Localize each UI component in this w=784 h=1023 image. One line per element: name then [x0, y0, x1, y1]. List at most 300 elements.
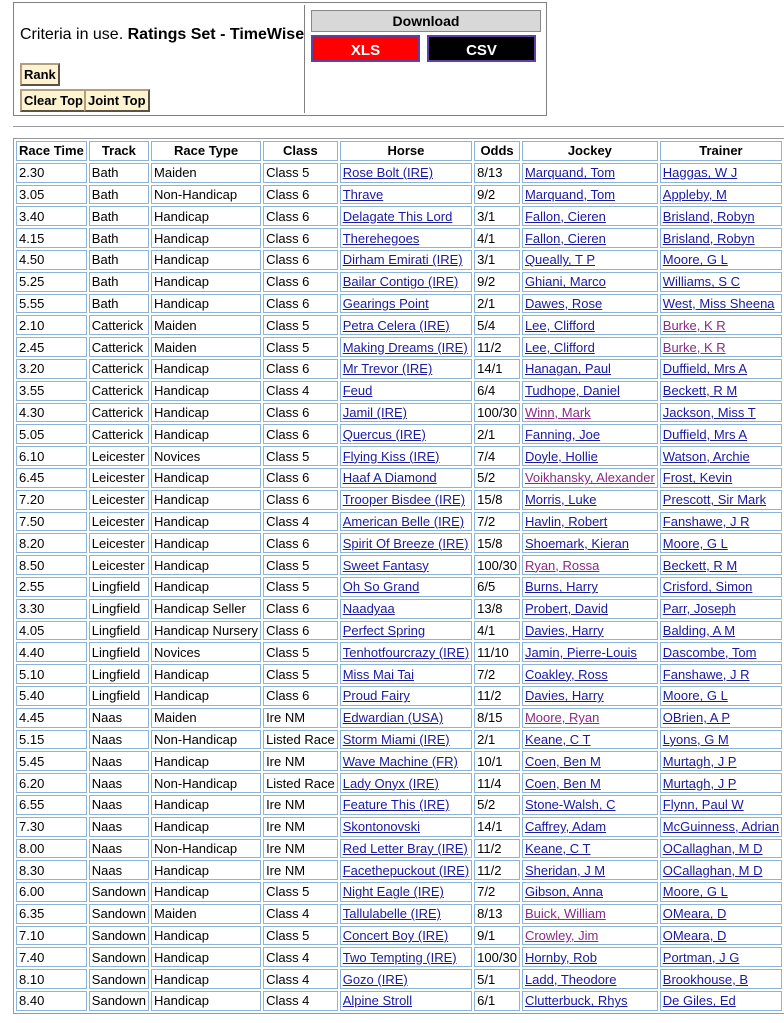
table-cell	[660, 621, 782, 641]
table-cell	[340, 163, 472, 183]
table-cell	[340, 947, 472, 967]
table-cell: 11/2	[474, 839, 520, 859]
jockey-link[interactable]: Ladd, Theodore	[524, 971, 617, 987]
table-cell: Handicap	[151, 882, 261, 902]
table-cell	[340, 969, 472, 989]
table-cell: Handicap	[151, 403, 261, 423]
table-cell: 13/8	[474, 599, 520, 619]
divider	[13, 126, 784, 127]
table-cell	[522, 250, 658, 270]
jockey-link[interactable]: Jamin, Pierre-Louis	[524, 644, 637, 660]
trainer-link[interactable]: Moore, G L	[662, 535, 728, 551]
table-cell	[340, 991, 472, 1011]
table-cell	[340, 359, 472, 379]
table-cell	[522, 991, 658, 1011]
table-cell	[340, 751, 472, 771]
trainer-link[interactable]: Prescott, Sir Mark	[662, 492, 767, 508]
trainer-link[interactable]: Dascombe, Tom	[662, 644, 757, 660]
horse-link[interactable]: Petra Celera (IRE)	[342, 317, 450, 333]
trainer-link[interactable]: OCallaghan, M D	[662, 840, 763, 856]
table-cell: Class 6	[263, 599, 338, 619]
trainer-link[interactable]: Beckett, R M	[662, 383, 738, 399]
horse-link[interactable]: Concert Boy (IRE)	[342, 928, 449, 944]
table-cell: Handicap	[151, 926, 261, 946]
trainer-link[interactable]: Lyons, G M	[662, 731, 729, 747]
table-cell	[522, 795, 658, 815]
table-cell: Sandown	[89, 947, 149, 967]
table-cell: Maiden	[151, 163, 261, 183]
table-cell: Handicap	[151, 228, 261, 248]
horse-link[interactable]: Tallulabelle (IRE)	[342, 906, 441, 922]
trainer-link[interactable]: OCallaghan, M D	[662, 862, 763, 878]
jockey-link[interactable]: Doyle, Hollie	[524, 448, 598, 464]
table-row	[16, 228, 782, 248]
table-cell: 7.10	[16, 926, 87, 946]
table-cell	[660, 882, 782, 902]
table-cell	[522, 686, 658, 706]
table-cell	[660, 294, 782, 314]
trainer-link[interactable]: Beckett, R M	[662, 557, 738, 573]
table-row	[16, 403, 782, 423]
jockey-link[interactable]: Fallon, Cieren	[524, 230, 606, 246]
horse-link[interactable]: Naadyaa	[342, 601, 395, 617]
trainer-link[interactable]: McGuinness, Adrian	[662, 819, 780, 835]
table-cell: Catterick	[89, 315, 149, 335]
table-cell: Non-Handicap	[151, 773, 261, 793]
trainer-link[interactable]: Moore, G L	[662, 688, 728, 704]
table-cell	[340, 185, 472, 205]
column-header-trainer: Trainer	[660, 141, 782, 161]
table-cell: 15/8	[474, 490, 520, 510]
table-cell: Maiden	[151, 708, 261, 728]
table-cell: Sandown	[89, 969, 149, 989]
table-header-row	[16, 141, 782, 161]
jockey-link[interactable]: Havlin, Robert	[524, 513, 608, 529]
trainer-link[interactable]: Frost, Kevin	[662, 470, 733, 486]
table-cell	[660, 163, 782, 183]
horse-link[interactable]: Spirit Of Breeze (IRE)	[342, 535, 469, 551]
table-row	[16, 795, 782, 815]
trainer-link[interactable]: Williams, S C	[662, 274, 741, 290]
table-cell: Sandown	[89, 904, 149, 924]
jockey-link[interactable]: Moore, Ryan	[524, 710, 600, 726]
table-cell	[340, 577, 472, 597]
table-cell: 7/4	[474, 446, 520, 466]
table-row	[16, 947, 782, 967]
jockey-link[interactable]: Buick, William	[524, 906, 606, 922]
table-cell: Handicap Nursery	[151, 621, 261, 641]
jockey-link[interactable]: Stone-Walsh, C	[524, 797, 616, 813]
horse-link[interactable]: Thrave	[342, 186, 384, 202]
table-cell: 11/2	[474, 686, 520, 706]
table-cell	[660, 555, 782, 575]
race-table	[13, 138, 784, 1014]
table-cell	[660, 904, 782, 924]
table-cell: Ire NM	[263, 839, 338, 859]
trainer-link[interactable]: Brisland, Robyn	[662, 230, 755, 246]
trainer-link[interactable]: Murtagh, J P	[662, 753, 737, 769]
clear-top-button[interactable]: Clear Top	[20, 89, 87, 112]
table-cell	[660, 228, 782, 248]
table-row	[16, 860, 782, 880]
table-cell: Naas	[89, 839, 149, 859]
trainer-link[interactable]: Duffield, Mrs A	[662, 426, 748, 442]
criteria-panel	[13, 2, 547, 116]
table-cell: 7/2	[474, 882, 520, 902]
jockey-link[interactable]: Winn, Mark	[524, 404, 591, 420]
table-cell: 2/1	[474, 424, 520, 444]
table-cell: 3/1	[474, 250, 520, 270]
trainer-link[interactable]: OMeara, D	[662, 928, 727, 944]
table-cell: Ire NM	[263, 860, 338, 880]
horse-link[interactable]: Gearings Point	[342, 295, 429, 311]
rank-button[interactable]: Rank	[20, 63, 60, 86]
table-cell: Handicap	[151, 490, 261, 510]
table-row	[16, 751, 782, 771]
table-cell: Class 6	[263, 206, 338, 226]
trainer-link[interactable]: Portman, J G	[662, 949, 740, 965]
table-cell: Handicap	[151, 512, 261, 532]
table-cell: Handicap	[151, 686, 261, 706]
jockey-link[interactable]: Davies, Harry	[524, 688, 604, 704]
table-cell	[660, 533, 782, 553]
download-section	[309, 5, 543, 61]
table-cell	[340, 773, 472, 793]
horse-link[interactable]: Dirham Emirati (IRE)	[342, 252, 463, 268]
table-cell: 6.20	[16, 773, 87, 793]
table-cell: Handicap	[151, 555, 261, 575]
table-cell: Class 4	[263, 991, 338, 1011]
horse-link[interactable]: Feud	[342, 383, 373, 399]
table-cell: Catterick	[89, 381, 149, 401]
horse-link[interactable]: Proud Fairy	[342, 688, 410, 704]
table-cell: Handicap	[151, 817, 261, 837]
jockey-link[interactable]: Lee, Clifford	[524, 339, 595, 355]
jockey-link[interactable]: Dawes, Rose	[524, 295, 603, 311]
horse-link[interactable]: Tenhotfourcrazy (IRE)	[342, 644, 470, 660]
table-cell: 7.20	[16, 490, 87, 510]
jockey-link[interactable]: Marquand, Tom	[524, 186, 616, 202]
table-cell: 3/1	[474, 206, 520, 226]
horse-link[interactable]: Haaf A Diamond	[342, 470, 437, 486]
trainer-link[interactable]: Duffield, Mrs A	[662, 361, 748, 377]
table-cell: Class 6	[263, 403, 338, 423]
jockey-link[interactable]: Crowley, Jim	[524, 928, 599, 944]
table-cell	[522, 163, 658, 183]
horse-link[interactable]: Facethepuckout (IRE)	[342, 862, 470, 878]
table-cell	[522, 577, 658, 597]
table-cell: 3.05	[16, 185, 87, 205]
jockey-link[interactable]: Ryan, Rossa	[524, 557, 600, 573]
jockey-link[interactable]: Hanagan, Paul	[524, 361, 611, 377]
jockey-link[interactable]: Keane, C T	[524, 840, 591, 856]
jockey-link[interactable]: Fanning, Joe	[524, 426, 601, 442]
table-cell: 8.00	[16, 839, 87, 859]
table-row	[16, 337, 782, 357]
horse-link[interactable]: Two Tempting (IRE)	[342, 949, 457, 965]
jockey-link[interactable]: Fallon, Cieren	[524, 208, 606, 224]
table-cell: Maiden	[151, 904, 261, 924]
table-cell	[340, 730, 472, 750]
jockey-link[interactable]: Marquand, Tom	[524, 165, 616, 181]
horse-link[interactable]: Rose Bolt (IRE)	[342, 165, 434, 181]
trainer-link[interactable]: Moore, G L	[662, 252, 728, 268]
table-cell: Leicester	[89, 512, 149, 532]
table-cell: Catterick	[89, 337, 149, 357]
horse-link[interactable]: Therehegoes	[342, 230, 420, 246]
jockey-link[interactable]: Ghiani, Marco	[524, 274, 606, 290]
trainer-link[interactable]: Brisland, Robyn	[662, 208, 755, 224]
table-cell	[660, 860, 782, 880]
horse-link[interactable]: Miss Mai Tai	[342, 666, 414, 682]
table-row	[16, 250, 782, 270]
table-cell: Class 5	[263, 315, 338, 335]
criteria-text	[20, 26, 304, 44]
table-cell: Bath	[89, 206, 149, 226]
table-cell	[660, 359, 782, 379]
trainer-link[interactable]: Brookhouse, B	[662, 971, 749, 987]
table-cell: Non-Handicap	[151, 185, 261, 205]
table-cell	[522, 817, 658, 837]
column-header-jockey: Jockey	[522, 141, 658, 161]
table-cell: Handicap	[151, 969, 261, 989]
table-cell: 6/1	[474, 991, 520, 1011]
table-row	[16, 206, 782, 226]
table-cell: 5/4	[474, 315, 520, 335]
trainer-link[interactable]: Parr, Joseph	[662, 601, 736, 617]
trainer-link[interactable]: Burke, K R	[662, 317, 726, 333]
table-cell	[340, 533, 472, 553]
table-cell: Ire NM	[263, 708, 338, 728]
trainer-link[interactable]: Watson, Archie	[662, 448, 750, 464]
horse-link[interactable]: Perfect Spring	[342, 622, 426, 638]
table-row	[16, 490, 782, 510]
table-cell	[660, 381, 782, 401]
trainer-link[interactable]: Balding, A M	[662, 622, 736, 638]
trainer-link[interactable]: Moore, G L	[662, 884, 728, 900]
horse-link[interactable]: Mr Trevor (IRE)	[342, 361, 433, 377]
criteria-prefix: Criteria in use.	[20, 26, 124, 43]
table-cell: Maiden	[151, 315, 261, 335]
horse-link[interactable]: Making Dreams (IRE)	[342, 339, 468, 355]
criteria-section	[16, 5, 305, 113]
table-cell: 9/1	[474, 926, 520, 946]
table-cell	[660, 446, 782, 466]
table-cell: Handicap	[151, 381, 261, 401]
horse-link[interactable]: Red Letter Bray (IRE)	[342, 840, 468, 856]
table-cell	[660, 926, 782, 946]
horse-link[interactable]: Lady Onyx (IRE)	[342, 775, 439, 791]
jockey-link[interactable]: Coakley, Ross	[524, 666, 608, 682]
table-cell: 6.10	[16, 446, 87, 466]
xls-download-button[interactable]: XLS	[311, 35, 420, 62]
horse-link[interactable]: Alpine Stroll	[342, 993, 413, 1009]
table-cell: 11/10	[474, 642, 520, 662]
table-cell: 7.40	[16, 947, 87, 967]
jockey-link[interactable]: Clutterbuck, Rhys	[524, 993, 628, 1009]
table-cell: Class 5	[263, 163, 338, 183]
table-cell: 15/8	[474, 533, 520, 553]
column-header-horse: Horse	[340, 141, 472, 161]
table-row	[16, 424, 782, 444]
jockey-link[interactable]: Coen, Ben M	[524, 753, 601, 769]
table-cell	[660, 817, 782, 837]
jockey-link[interactable]: Gibson, Anna	[524, 884, 603, 900]
trainer-link[interactable]: Fanshawe, J R	[662, 513, 750, 529]
table-cell: 3.20	[16, 359, 87, 379]
table-row	[16, 359, 782, 379]
table-cell	[522, 468, 658, 488]
table-cell: Handicap	[151, 577, 261, 597]
table-cell	[340, 490, 472, 510]
joint-top-button[interactable]: Joint Top	[84, 89, 150, 112]
trainer-link[interactable]: Fanshawe, J R	[662, 666, 750, 682]
jockey-link[interactable]: Voikhansky, Alexander	[524, 470, 655, 486]
trainer-link[interactable]: De Giles, Ed	[662, 993, 736, 1009]
table-cell	[522, 403, 658, 423]
trainer-link[interactable]: Flynn, Paul W	[662, 797, 744, 813]
table-cell	[522, 599, 658, 619]
trainer-link[interactable]: Crisford, Simon	[662, 579, 753, 595]
jockey-link[interactable]: Sheridan, J M	[524, 862, 606, 878]
jockey-link[interactable]: Probert, David	[524, 601, 609, 617]
horse-link[interactable]: Trooper Bisdee (IRE)	[342, 492, 466, 508]
table-row	[16, 185, 782, 205]
horse-link[interactable]: Oh So Grand	[342, 579, 420, 595]
table-row	[16, 882, 782, 902]
horse-link[interactable]: Feature This (IRE)	[342, 797, 450, 813]
table-cell	[660, 250, 782, 270]
table-row	[16, 773, 782, 793]
table-cell: 9/2	[474, 272, 520, 292]
table-cell: Class 6	[263, 424, 338, 444]
trainer-link[interactable]: Haggas, W J	[662, 165, 738, 181]
table-cell	[522, 381, 658, 401]
table-cell: 4/1	[474, 228, 520, 248]
table-cell: Class 5	[263, 926, 338, 946]
horse-link[interactable]: Gozo (IRE)	[342, 971, 408, 987]
table-cell	[522, 751, 658, 771]
table-body	[16, 163, 782, 1011]
horse-link[interactable]: Flying Kiss (IRE)	[342, 448, 440, 464]
trainer-link[interactable]: Jackson, Miss T	[662, 404, 756, 420]
horse-link[interactable]: Sweet Fantasy	[342, 557, 429, 573]
table-cell: 5.40	[16, 686, 87, 706]
table-cell: Class 6	[263, 533, 338, 553]
table-cell	[340, 621, 472, 641]
horse-link[interactable]: Storm Miami (IRE)	[342, 731, 450, 747]
table-cell: 4.45	[16, 708, 87, 728]
table-cell: 8/13	[474, 163, 520, 183]
table-row	[16, 163, 782, 183]
table-cell	[340, 468, 472, 488]
column-header-class: Class	[263, 141, 338, 161]
table-cell	[522, 947, 658, 967]
table-cell: 6.55	[16, 795, 87, 815]
table-cell: Catterick	[89, 403, 149, 423]
trainer-link[interactable]: OMeara, D	[662, 906, 727, 922]
table-cell	[340, 795, 472, 815]
table-cell: 100/30	[474, 555, 520, 575]
jockey-link[interactable]: Tudhope, Daniel	[524, 383, 620, 399]
horse-link[interactable]: Bailar Contigo (IRE)	[342, 274, 459, 290]
horse-link[interactable]: Jamil (IRE)	[342, 404, 407, 420]
table-cell: 8.40	[16, 991, 87, 1011]
jockey-link[interactable]: Keane, C T	[524, 731, 591, 747]
horse-link[interactable]: Wave Machine (FR)	[342, 753, 458, 769]
csv-download-button[interactable]: CSV	[427, 35, 536, 62]
table-cell: 5/2	[474, 795, 520, 815]
jockey-link[interactable]: Burns, Harry	[524, 579, 598, 595]
table-cell: 2.10	[16, 315, 87, 335]
download-title: Download	[311, 10, 541, 32]
table-cell: 7.50	[16, 512, 87, 532]
table-cell: 7/2	[474, 664, 520, 684]
table-cell	[660, 577, 782, 597]
table-cell	[522, 490, 658, 510]
horse-link[interactable]: American Belle (IRE)	[342, 513, 465, 529]
table-cell: 4.30	[16, 403, 87, 423]
jockey-link[interactable]: Queally, T P	[524, 252, 596, 268]
trainer-link[interactable]: Murtagh, J P	[662, 775, 737, 791]
table-row	[16, 991, 782, 1011]
table-cell: Naas	[89, 860, 149, 880]
trainer-link[interactable]: Appleby, M	[662, 186, 727, 202]
table-cell: Naas	[89, 730, 149, 750]
horse-link[interactable]: Edwardian (USA)	[342, 710, 444, 726]
jockey-link[interactable]: Coen, Ben M	[524, 775, 601, 791]
table-cell: Handicap	[151, 272, 261, 292]
jockey-link[interactable]: Lee, Clifford	[524, 317, 595, 333]
trainer-link[interactable]: Burke, K R	[662, 339, 726, 355]
table-cell: 5.55	[16, 294, 87, 314]
table-cell: Sandown	[89, 991, 149, 1011]
jockey-link[interactable]: Shoemark, Kieran	[524, 535, 629, 551]
horse-link[interactable]: Quercus (IRE)	[342, 426, 426, 442]
table-row	[16, 555, 782, 575]
jockey-link[interactable]: Davies, Harry	[524, 622, 604, 638]
table-cell	[522, 272, 658, 292]
horse-link[interactable]: Skontonovski	[342, 819, 421, 835]
table-row	[16, 817, 782, 837]
table-cell: Naas	[89, 751, 149, 771]
table-cell: 2/1	[474, 730, 520, 750]
table-cell	[660, 424, 782, 444]
table-cell: 3.40	[16, 206, 87, 226]
table-row	[16, 904, 782, 924]
table-cell	[660, 839, 782, 859]
jockey-link[interactable]: Caffrey, Adam	[524, 819, 607, 835]
table-row	[16, 315, 782, 335]
horse-link[interactable]: Delagate This Lord	[342, 208, 453, 224]
table-cell: 14/1	[474, 359, 520, 379]
table-row	[16, 468, 782, 488]
table-cell	[522, 882, 658, 902]
jockey-link[interactable]: Hornby, Rob	[524, 949, 597, 965]
table-cell	[340, 512, 472, 532]
table-cell: Bath	[89, 250, 149, 270]
table-cell: Class 4	[263, 512, 338, 532]
table-cell: Handicap	[151, 860, 261, 880]
table-cell: Catterick	[89, 359, 149, 379]
table-row	[16, 708, 782, 728]
table-cell: 8.30	[16, 860, 87, 880]
trainer-link[interactable]: West, Miss Sheena	[662, 295, 775, 311]
horse-link[interactable]: Night Eagle (IRE)	[342, 884, 444, 900]
trainer-link[interactable]: OBrien, A P	[662, 710, 730, 726]
table-row	[16, 686, 782, 706]
jockey-link[interactable]: Morris, Luke	[524, 492, 597, 508]
